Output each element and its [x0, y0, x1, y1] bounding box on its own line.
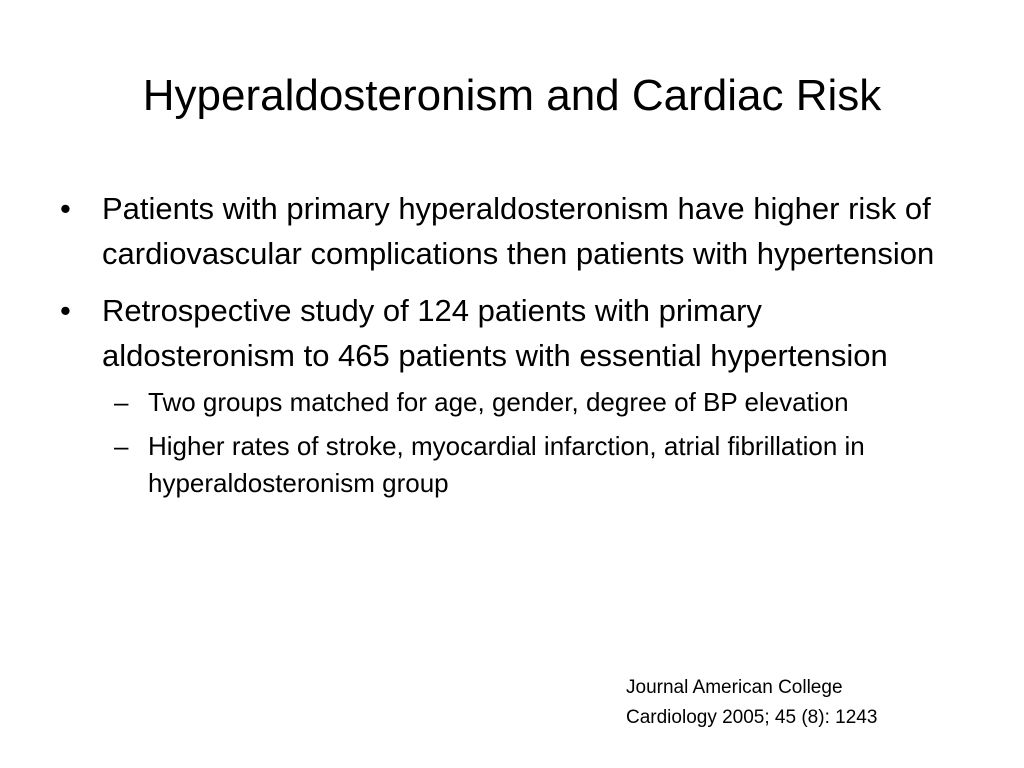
bullet-marker: •	[60, 293, 71, 328]
bullet-marker: •	[60, 191, 71, 226]
sub-bullet-marker: –	[114, 431, 129, 461]
sub-bullet-text: Higher rates of stroke, myocardial infarction, atrial fibrillation in hyperaldosteronism group	[148, 431, 865, 498]
citation-line-1: Journal American College	[626, 677, 843, 698]
sub-bullet-marker: –	[114, 387, 129, 417]
sub-bullet-item	[102, 384, 956, 421]
bullet-item	[56, 288, 956, 502]
sub-bullet-item	[102, 428, 956, 502]
bullet-item	[56, 186, 956, 276]
sub-bullet-list	[102, 384, 956, 502]
bullet-list	[56, 186, 956, 514]
slide-title: Hyperaldosteronism and Cardiac Risk	[142, 71, 882, 120]
citation-line-2: Cardiology 2005; 45 (8): 1243	[626, 707, 878, 728]
bullet-text: Retrospective study of 124 patients with primary aldosteronism to 465 patients with essential hypertension	[102, 293, 888, 373]
bullet-text: Patients with primary hyperaldosteronism have higher risk of cardiovascular complications then patients with hypertension	[102, 191, 935, 271]
citation	[626, 673, 966, 733]
sub-bullet-text: Two groups matched for age, gender, degree of BP elevation	[148, 387, 849, 417]
